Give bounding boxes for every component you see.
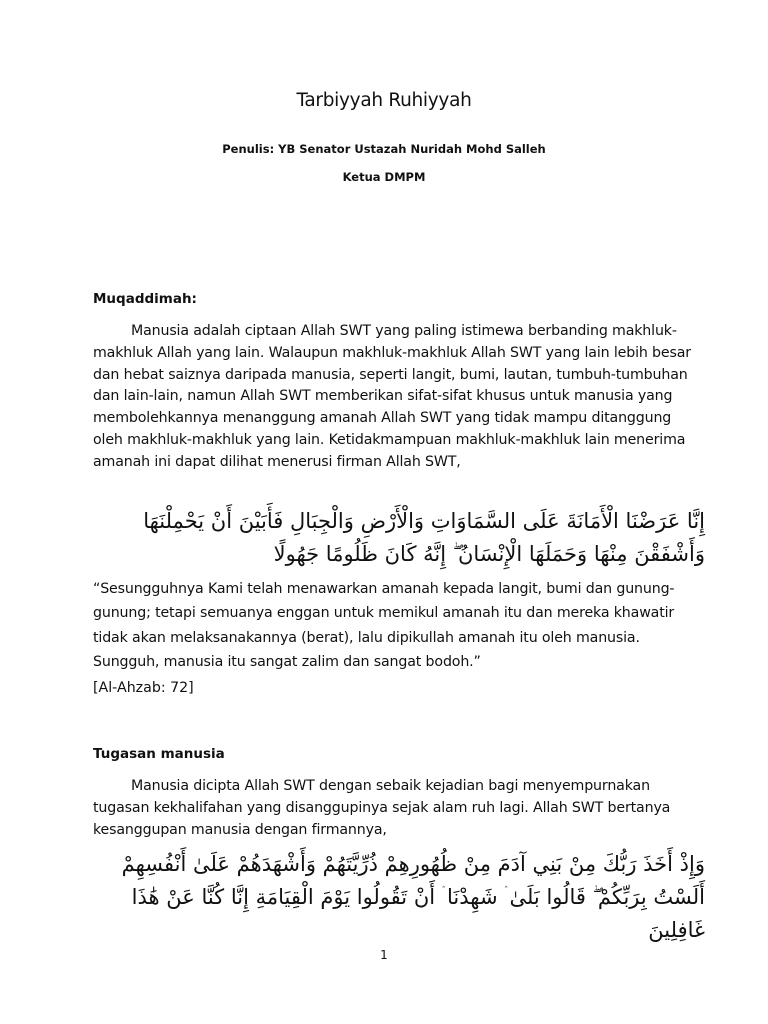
tugasan-paragraph-text: Manusia dicipta Allah SWT dengan sebaik kejadian bagi menyempurnakan tugasan kekhalifahan yang disanggupinya sejak alam ruh lagi. Allah SWT bertanya kesanggupan manusia dengan firmannya, — [93, 778, 671, 838]
intro-paragraph-text: Manusia adalah ciptaan Allah SWT yang paling istimewa berbanding makhluk-makhluk Allah yang lain. Walaupun makhluk-makhluk Allah SWT yang lain lebih besar dan hebat saiznya daripada manusia, seperti langit, bumi, lautan, tumbuh-tumbuhan dan lain-lain, namun Allah SWT memberikan sifat-sifat khusus untuk manusia yang membolehkannya menanggung amanah Allah SWT yang tidak mampu ditanggung oleh makhluk-makhluk yang lain. Ketidakmampuan makhluk-makhluk lain menerima amanah ini dapat dilihat menerusi firman Allah SWT, — [93, 323, 691, 470]
intro-paragraph — [93, 321, 695, 474]
quran-verse-ahzab: إِنَّا عَرَضْنَا الْأَمَانَةَ عَلَى السَّمَاوَاتِ وَالْأَرْضِ وَالْجِبَالِ فَأَبَيْنَ أَنْ يَحْمِلْنَهَا وَأَشْفَقْنَ مِنْهَا وَحَمَلَهَا الْإِنْسَانُ ۖ إِنَّهُ كَانَ ظَلُومًا جَهُولًا — [143, 509, 705, 566]
section-heading-muqaddimah: Muqaddimah: — [93, 291, 197, 307]
section-heading-tugasan: Tugasan manusia — [93, 746, 225, 762]
document-title: Tarbiyyah Ruhiyyah — [296, 90, 472, 111]
tugasan-paragraph — [93, 776, 695, 841]
page-number: 1 — [380, 948, 388, 962]
verse-reference: [Al-Ahzab: 72] — [93, 680, 194, 696]
author-line: Penulis: YB Senator Ustazah Nuridah Mohd Salleh — [222, 142, 546, 156]
quran-verse-araf: وَإِذْ أَخَذَ رَبُّكَ مِنْ بَنِي آدَمَ مِنْ ظُهُورِهِمْ ذُرِّيَّتَهُمْ وَأَشْهَدَهُمْ عَلَىٰ أَنْفُسِهِمْ أَلَسْتُ بِرَبِّكُمْ ۖ قَالُوا بَلَىٰ ۛ شَهِدْنَا ۛ أَنْ تَقُولُوا يَوْمَ الْقِيَامَةِ إِنَّا كُنَّا عَنْ هَٰذَا غَافِلِينَ — [121, 852, 705, 942]
author-role: Ketua DMPM — [342, 170, 426, 184]
verse-translation: “Sesungguhnya Kami telah menawarkan amanah kepada langit, bumi dan gunung-gunung; tetapi semuanya enggan untuk memikul amanah itu dan mereka khawatir tidak akan melaksanakannya (berat), lalu dipikullah amanah itu oleh manusia. Sungguh, manusia itu sangat zalim dan sangat bodoh.” — [93, 581, 675, 671]
